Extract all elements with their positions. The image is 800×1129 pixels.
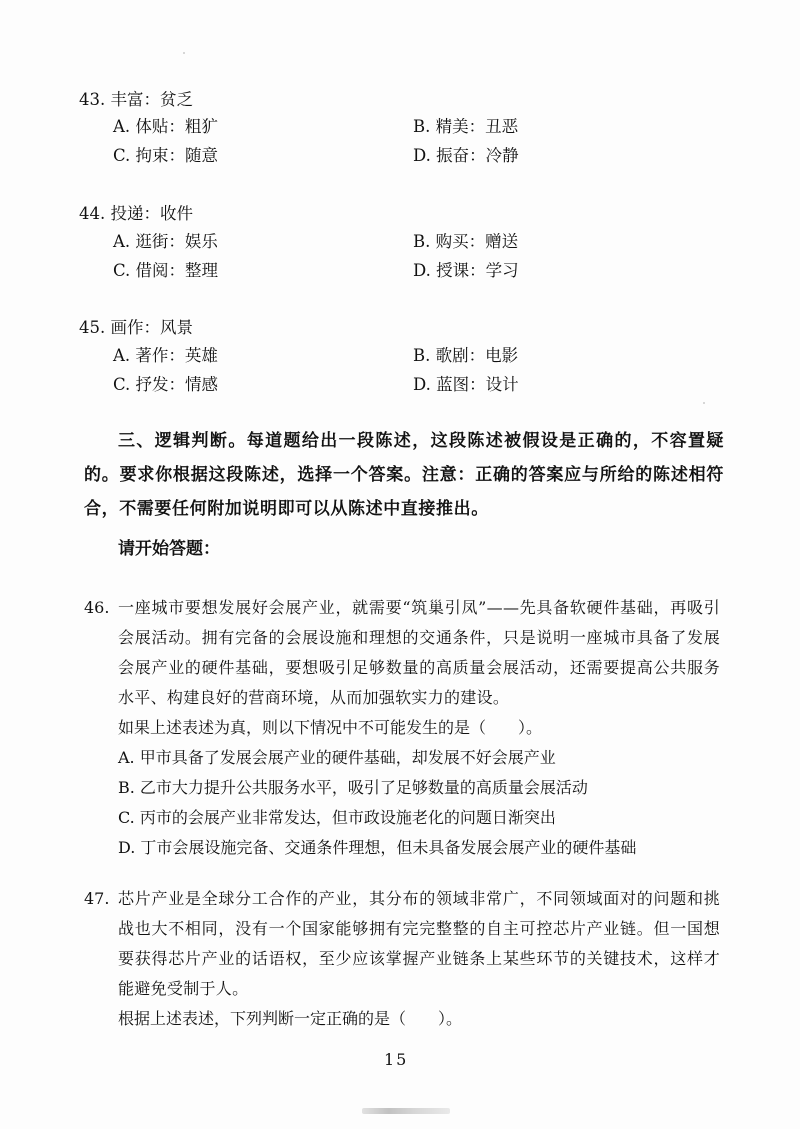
question-46-option-a[interactable]: A. 甲市具备了发展会展产业的硬件基础，却发展不好会展产业 — [118, 748, 556, 767]
scan-dust — [703, 402, 705, 404]
question-43-option-b[interactable]: B. 精美：丑恶 — [413, 117, 519, 136]
question-47 — [84, 884, 720, 1034]
question-45-option-a[interactable]: A. 著作：英雄 — [113, 346, 218, 365]
scan-dust — [183, 52, 185, 54]
question-46-number: 46. — [84, 598, 110, 617]
question-45-option-c[interactable]: C. 抒发：情感 — [113, 375, 219, 394]
question-44-option-a[interactable]: A. 逛街：娱乐 — [113, 232, 218, 251]
question-44-option-b[interactable]: B. 购买：赠送 — [413, 232, 519, 251]
question-44-stem: 44. 投递：收件 — [79, 204, 193, 223]
question-46-passage: 一座城市要想发展好会展产业，就需要“筑巢引凤”——先具备软硬件基础，再吸引会展活动。拥有完备的会展设施和理想的交通条件，只是说明一座城市具备了发展会展产业的硬件基础，要想吸引足够数量的高质量会展活动，还需要提高公共服务水平、构建良好的营商环境，从而加强软实力的建设。 — [118, 598, 720, 707]
question-45-option-d[interactable]: D. 蓝图：设计 — [413, 375, 519, 394]
page-number: 15 — [384, 1050, 409, 1069]
question-43-option-d[interactable]: D. 振奋：冷静 — [413, 146, 519, 165]
question-46-prompt: 如果上述表述为真，则以下情况中不可能发生的是（ ）。 — [118, 718, 543, 737]
question-44-option-c[interactable]: C. 借阅：整理 — [113, 261, 219, 280]
question-47-passage: 芯片产业是全球分工合作的产业，其分布的领域非常广，不同领域面对的问题和挑战也大不相同，没有一个国家能够拥有完完整整的自主可控芯片产业链。但一国想要获得芯片产业的话语权，至少应该掌握产业链条上某些环节的关键技术，这样才能避免受制于人。 — [118, 889, 720, 998]
question-45-option-b[interactable]: B. 歌剧：电影 — [413, 346, 519, 365]
question-47-prompt: 根据上述表述，下列判断一定正确的是（ ）。 — [118, 1009, 463, 1028]
question-46-option-d[interactable]: D. 丁市会展设施完备、交通条件理想，但未具备发展会展产业的硬件基础 — [118, 838, 637, 857]
question-43-option-a[interactable]: A. 体贴：粗犷 — [113, 117, 218, 136]
section-instructions: 三、逻辑判断。每道题给出一段陈述，这段陈述被假设是正确的，不容置疑的。要求你根据这段陈述，选择一个答案。注意：正确的答案应与所给的陈述相符合，不需要任何附加说明即可以从陈述中直接推出。 — [84, 431, 724, 519]
start-answering-label: 请开始答题： — [118, 539, 220, 559]
question-45-stem: 45. 画作：风景 — [79, 318, 193, 337]
question-43-option-c[interactable]: C. 拘束：随意 — [113, 146, 219, 165]
question-47-number: 47. — [84, 889, 110, 908]
question-46-option-c[interactable]: C. 丙市的会展产业非常发达，但市政设施老化的问题日渐突出 — [118, 808, 556, 827]
scan-smudge — [362, 1108, 450, 1114]
question-43-stem: 43. 丰富：贫乏 — [79, 90, 193, 109]
question-44-option-d[interactable]: D. 授课：学习 — [413, 261, 519, 280]
question-46 — [84, 593, 720, 863]
question-46-option-b[interactable]: B. 乙市大力提升公共服务水平，吸引了足够数量的高质量会展活动 — [118, 778, 588, 797]
